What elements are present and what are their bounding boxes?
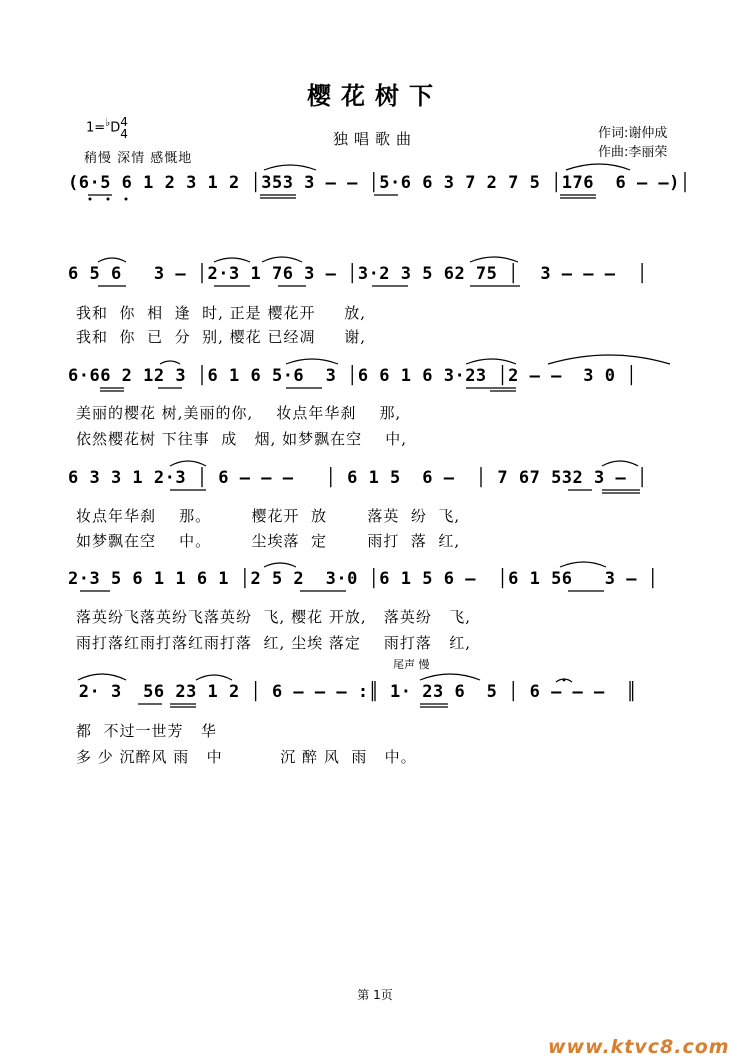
- composer-credit: 作曲:李丽荣: [598, 145, 668, 160]
- score-line-6: 2· 3 56 23 1 2 │ 6 – – – :║ 1· 23 6 5 │ 6 – – – ║: [68, 682, 637, 702]
- lyric-line-6-verse-2: 多 少 沉醉风 雨 中 沉 醉 风 雨 中。: [76, 748, 417, 766]
- slur-mark: [420, 674, 480, 680]
- slur-mark: [264, 165, 316, 170]
- low-octave-dot: [125, 198, 128, 201]
- lyric-line-2-verse-1: 我和 你 相 逢 时, 正是 樱花开 放,: [76, 304, 367, 322]
- key-note: D: [110, 120, 121, 136]
- slur-mark: [560, 562, 606, 567]
- slur-mark: [602, 461, 638, 466]
- slur-mark: [170, 461, 206, 466]
- key-prefix: 1=: [86, 120, 106, 136]
- slur-mark: [196, 675, 232, 680]
- score-line-5: 2·3 5 6 1 1 6 1 │2 5 2 3·0 │6 1 5 6 – │6 1 56 3 – │: [68, 569, 659, 589]
- slur-mark: [78, 674, 126, 680]
- lyric-line-4-verse-2: 如梦飘在空 中。 尘埃落 定 雨打 落 红,: [76, 532, 461, 550]
- flat-sign: ♭: [105, 116, 111, 130]
- site-watermark: www.ktvc8.com: [548, 1036, 730, 1058]
- slur-mark: [470, 257, 518, 262]
- score-line-4: 6 3 3 1 2·3 │ 6 – – – │ 6 1 5 6 – │ 7 67 532 3 – │: [68, 468, 648, 488]
- slur-mark: [264, 563, 296, 567]
- lyric-line-5-verse-2: 雨打落红雨打落红雨打落 红, 尘埃 落定 雨打落 红,: [76, 634, 471, 652]
- song-subtitle: 独唱歌曲: [332, 130, 417, 148]
- time-bottom: 4: [120, 127, 128, 141]
- lyric-line-3-verse-1: 美丽的樱花 树,美丽的你, 妆点年华刹 那,: [76, 404, 402, 422]
- coda-label: 尾声 慢: [393, 658, 430, 671]
- score-line-1: (6·5 6 1 2 3 1 2 │353 3 – – │5·6 6 3 7 2 7 5 │176 6 – –)│: [68, 173, 691, 193]
- low-octave-dot: [89, 198, 92, 201]
- slur-mark: [548, 355, 670, 364]
- slur-mark: [466, 359, 516, 364]
- lyric-line-4-verse-1: 妆点年华刹 那。 樱花开 放 落英 纷 飞,: [76, 507, 461, 525]
- fermata-dot: [563, 679, 566, 682]
- slur-mark: [98, 258, 126, 262]
- slur-mark: [566, 164, 630, 170]
- slur-mark: [286, 359, 338, 364]
- lyric-line-3-verse-2: 依然樱花树 下往事 成 烟, 如梦飘在空 中,: [76, 430, 407, 448]
- lyric-line-6-verse-1: 都 不过一世芳 华: [76, 722, 217, 740]
- slur-mark: [160, 361, 180, 364]
- score-line-2: 6 5 6 3 – │2·3 1 76 3 – │3·2 3 5 62 75 │ 3 – – – │: [68, 264, 648, 284]
- lyric-line-2-verse-2: 我和 你 已 分 别, 樱花 已经凋 谢,: [76, 328, 367, 346]
- song-title: 樱花树下: [307, 81, 443, 110]
- time-top: 4: [120, 115, 128, 129]
- low-octave-dot: [107, 198, 110, 201]
- lyric-line-5-verse-1: 落英纷飞落英纷飞落英纷 飞, 樱花 开放, 落英纷 飞,: [76, 608, 471, 626]
- page-number: 第 1页: [357, 988, 393, 1002]
- score-line-3: 6·66 2 12 3 │6 1 6 5·6 3 │6 6 1 6 3·23 │2 – – 3 0 │: [68, 366, 637, 386]
- lyricist-credit: 作词:谢仲成: [598, 126, 668, 141]
- slur-mark: [214, 258, 250, 262]
- slur-mark: [262, 257, 302, 262]
- tempo-marking: 稍慢 深情 感慨地: [84, 151, 193, 166]
